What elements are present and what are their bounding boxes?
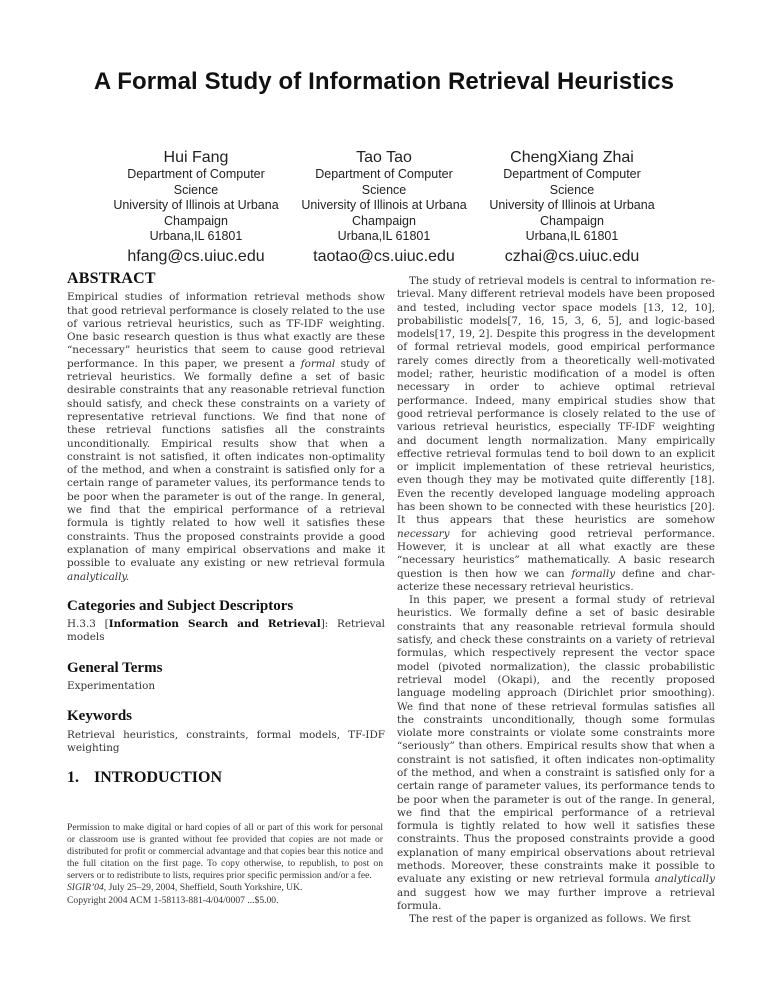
keywords-text: Retrieval heuristics, constraints, formal models, TF-IDF weighting <box>67 728 385 754</box>
categories-text <box>67 618 385 645</box>
permission-footer <box>67 822 383 907</box>
author-affiliation-line: Department of Computer <box>315 167 453 181</box>
author-2 <box>274 148 494 267</box>
permission-text: Permission to make digital or hard copies of all or part of this work for personal or classroom use is granted without fee provided that copies are not made or distributed for profit or commercial advantage and that copies bear this notice and the full citation on the first page. To copy otherwise, to republish, to post on servers or to redistribute to lists, requires prior specific permission and/or a fee. <box>67 822 383 882</box>
author-affiliation-line: University of Illinois at Urbana <box>113 198 279 212</box>
keywords-heading: Keywords <box>67 708 132 725</box>
copyright-line: Copyright 2004 ACM 1-58113-881-4/04/0007 ...$5.00. <box>67 894 279 906</box>
author-affiliation-line: Department of Computer <box>503 167 641 181</box>
intro-emphasis: formally <box>571 567 616 580</box>
author-affiliation-line: University of Illinois at Urbana <box>301 198 467 212</box>
author-affiliation-line: University of Illinois at Urbana <box>489 198 655 212</box>
category-rest: ]: Retrieval models <box>67 618 386 644</box>
author-affiliation-line: Science <box>173 182 219 197</box>
author-name: ChengXiang Zhai <box>510 149 634 166</box>
author-1 <box>86 148 306 267</box>
abstract-heading: ABSTRACT <box>67 270 156 287</box>
author-email[interactable]: czhai@cs.uiuc.edu <box>504 247 640 265</box>
author-affiliation-line: Champaign <box>540 213 604 228</box>
intro-paragraph-2 <box>397 594 715 913</box>
intro-text: for achieving good retrieval performance. However, it is unclear at all what exactly are these “necessary heuristics” mathematically. A basic research question is then how we can <box>397 527 715 580</box>
author-name: Tao Tao <box>356 149 412 166</box>
category-code: H.3.3 [ <box>67 618 109 631</box>
author-affiliation-line: Urbana,IL 61801 <box>337 229 431 243</box>
intro-emphasis: necessary <box>397 527 450 540</box>
section-number: 1. <box>67 769 79 787</box>
abstract-emphasis: analytically. <box>67 570 130 583</box>
author-name: Hui Fang <box>163 149 229 166</box>
abstract-emphasis: formal <box>300 357 336 370</box>
abstract-text <box>67 291 385 584</box>
intro-emphasis: analytically <box>654 873 715 886</box>
category-name: Information Search and Retrieval <box>108 618 321 631</box>
author-3 <box>462 148 682 267</box>
intro-text: In this paper, we present a formal study of retrieval heuristics. We formally define a set of basic desirable constraints that any reasonable retrieval formula should satisfy, and check these constraints on a variety of retrieval formulas, which respectively represent the vector space model (pivoted normalization), the classic probabilistic retrieval model (Okapi), and the recently proposed language modeling approach (Dirichlet prior smoothing). We find that none of these retrieval formulas satisfies all the constraints unconditionally, though some formulas violate more constraints or violate some constraints more “seriously” than others. Empirical results show that when a constraint is not satisfied, it often indicates non-optimality of the method, and when a constraint is satisfied only for a certain range of parameter values, its performance tends to be poor when the parameter is out of the range. In general, we find that the empirical performance of a retrieval formula is tightly related to how well it satisfies these constraints. Thus the proposed constraints provide a good explanation of many empirical observations about retrieval methods. Moreover, these constraints make it possible to evaluate any existing or new retrieval formula <box>397 594 715 886</box>
venue-line <box>67 882 383 894</box>
intro-text: The study of retrieval models is central to information retrieval. Many different retrieval models have been proposed and tested, including vector space models [13, 12, 10], probabilistic models[7, 16, 15, 3, 6, 5], and logic-based models[17, 19, 2]. Despite this progress in the development of formal retrieval models, good empirical performance rarely comes directly from a theoretically well-motivated model; rather, heuristic modification of a model is often necessary in order to achieve optimal retrieval performance. Indeed, many empirical studies show that good retrieval performance is closely related to the use of various retrieval heuristics, especially TF-IDF weighting and document length normalization. Many empirically effective retrieval formulas tend to boil down to an explicit or implicit implementation of these retrieval heuristics, even though they may be motivated quite differently [18]. Even the recently developed language modeling approach has been shown to be connected with these heuristics [20]. It thus appears that these heuristics are somehow <box>397 275 715 527</box>
general-terms-heading: General Terms <box>67 659 163 676</box>
author-affiliation-line: Science <box>549 182 595 197</box>
categories-heading: Categories and Subject Descriptors <box>67 597 294 614</box>
section-title: INTRODUCTION <box>94 769 223 787</box>
general-terms-text: Experimentation <box>67 680 156 693</box>
intro-paragraph-1 <box>397 275 715 594</box>
author-email[interactable]: taotao@cs.uiuc.edu <box>313 247 455 265</box>
left-column <box>67 272 385 785</box>
author-affiliation-line: Champaign <box>352 213 416 228</box>
author-affiliation-line: Urbana,IL 61801 <box>525 229 619 243</box>
intro-paragraph-3: The rest of the paper is organized as follows. We first <box>409 913 691 926</box>
right-column <box>397 275 715 927</box>
abstract-text-part: study of retrieval heuristics. We formally define a set of basic desirable constraints that any reasonable retrieval function should satisfy, and check these constraints on a variety of representative retrieval functions. We find that none of these retrieval functions satisfies all the constraints unconditionally. Empirical results show that when a constraint is not satisfied, it often indicates non-optimality of the method, and when a constraint is satisfied only for a certain range of parameter values, its performance tends to be poor when the parameter is out of the range. In general, we find that the empirical performance of a retrieval formula is tightly related to how well it satisfies these constraints. Thus the proposed constraints provide a good explanation of many empirical observations and make it possible to evaluate any existing or new retrieval formula <box>67 357 385 570</box>
author-affiliation-line: Champaign <box>164 213 228 228</box>
intro-text: define and characterize these necessary retrieval heuristics. <box>397 567 715 593</box>
intro-text: and suggest how we may further improve a retrieval formula. <box>397 886 715 912</box>
author-affiliation-line: Urbana,IL 61801 <box>149 229 243 243</box>
paper-title: A Formal Study of Information Retrieval Heuristics <box>93 68 675 95</box>
abstract-text-part: Empirical studies of information retrieval methods show that good retrieval performance is closely related to the use of various retrieval heuristics, such as TF-IDF weighting. One basic research question is thus what exactly are these “necessary” heuristics that seem to cause good retrieval performance. In this paper, we present a <box>67 291 385 370</box>
venue-details: July 25–29, 2004, Sheffield, South Yorkshire, UK. <box>106 882 303 894</box>
venue-name: SIGIR’04, <box>67 882 107 894</box>
author-affiliation-line: Department of Computer <box>127 167 265 181</box>
author-affiliation-line: Science <box>361 182 407 197</box>
author-email[interactable]: hfang@cs.uiuc.edu <box>127 247 265 265</box>
introduction-heading <box>67 769 385 787</box>
